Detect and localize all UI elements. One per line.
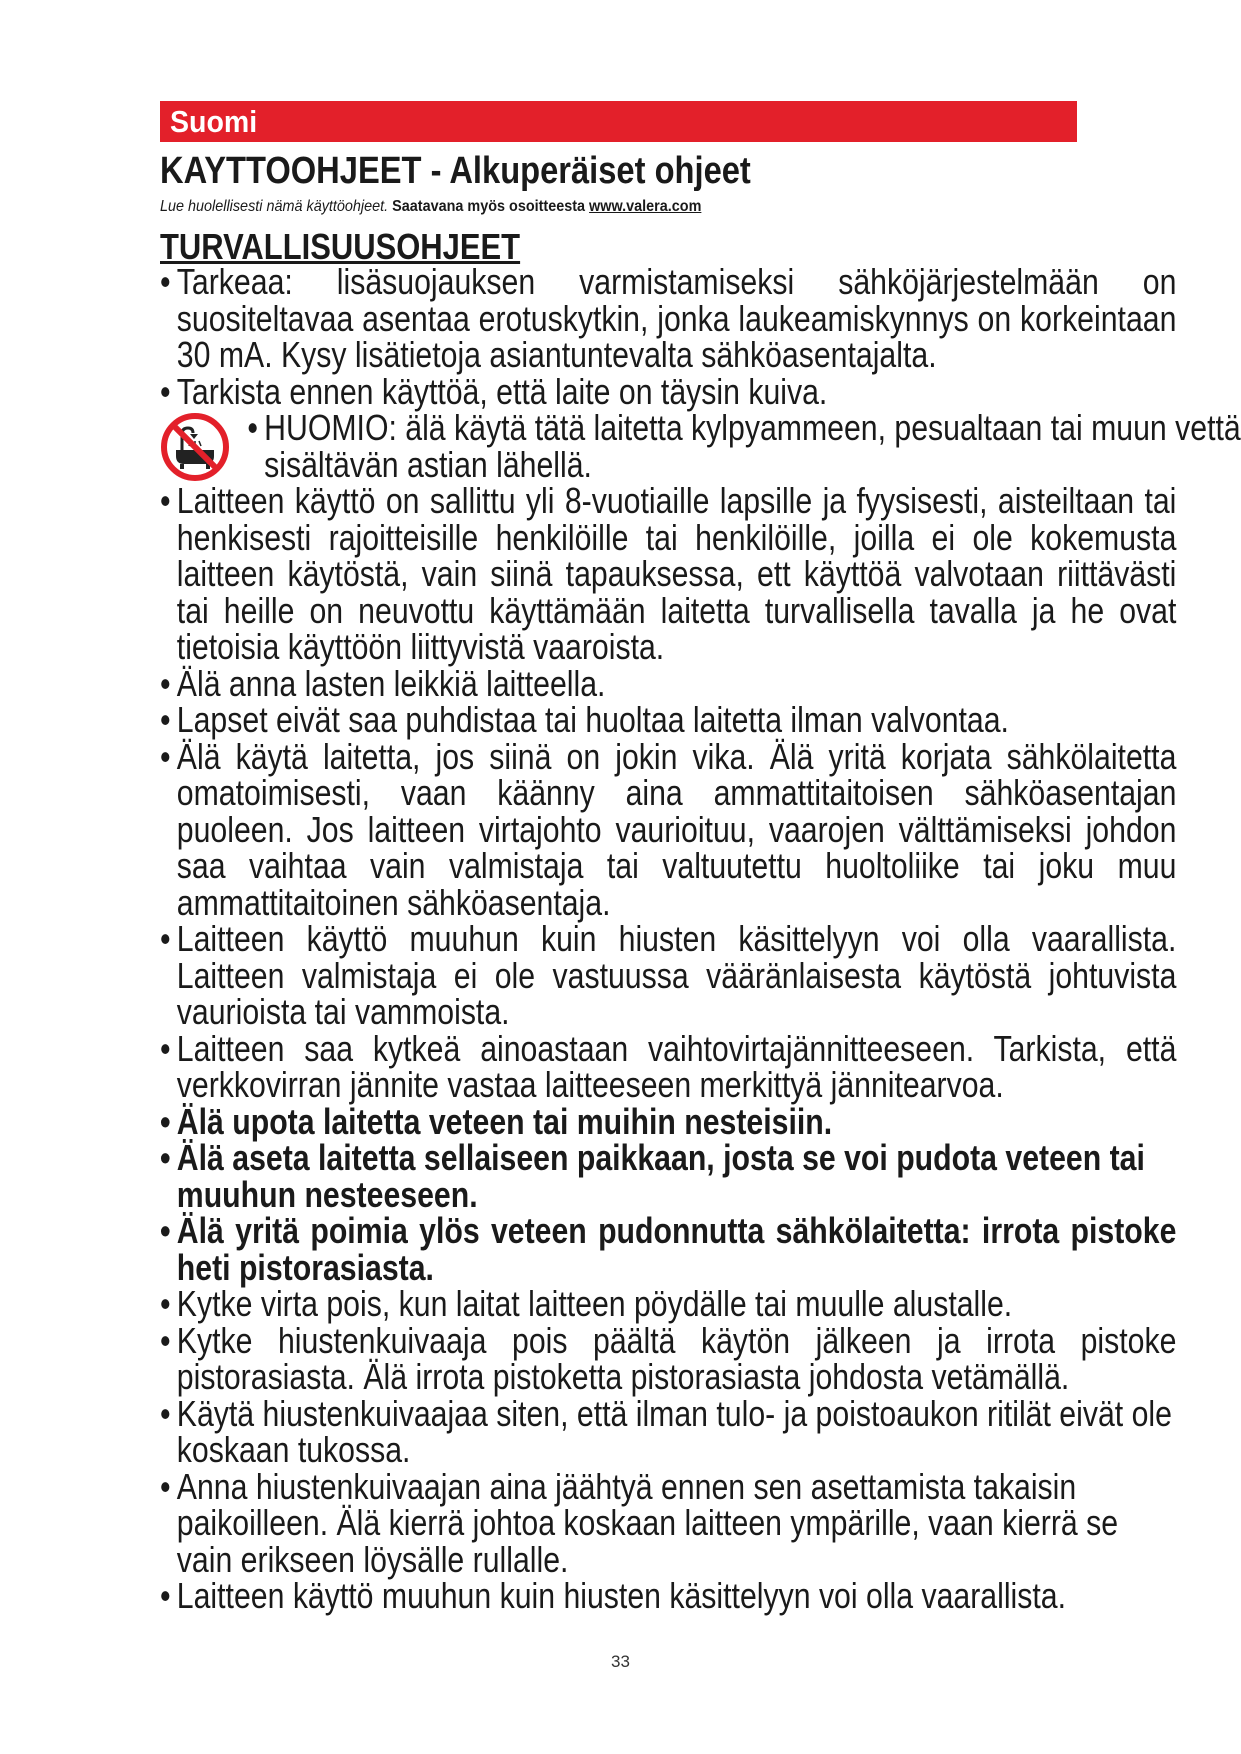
- list-item: • Käytä hiustenkuivaajaa siten, että ilman tulo- ja poistoaukon ritilät eivät ole koskaan tukossa.: [160, 1396, 1176, 1469]
- document-title: KAYTTOOHJEET - Alkuperäiset ohjeet: [160, 150, 751, 192]
- list-item-bold: • Älä upota laitetta veteen tai muihin nesteisiin.: [160, 1104, 1176, 1141]
- subtitle-availability: Saatavana myös osoitteesta: [392, 198, 586, 215]
- website-link[interactable]: www.valera.com: [589, 198, 702, 215]
- list-item-warning: • HUOMIO: älä käytä tätä laitetta kylpyammeen, pesualtaan tai muun vettä sisältävän astian lähellä.: [160, 410, 1241, 483]
- subtitle-line: [160, 198, 701, 216]
- list-item: • Laitteen käyttö muuhun kuin hiusten käsittelyyn voi olla vaarallista. Laitteen valmistaja ei ole vastuussa vääränlaisesta käytöstä johtuvista vaurioista tai vammoista.: [160, 921, 1176, 1031]
- language-label: Suomi: [170, 104, 258, 139]
- list-item: • Anna hiustenkuivaajan aina jäähtyä ennen sen asettamista takaisin paikoilleen. Älä kierrä johtoa koskaan laitteen ympärille, vaan kierrä se vain erikseen löysälle rullalle.: [160, 1469, 1176, 1579]
- subtitle-instruction: Lue huolellisesti nämä käyttöohjeet.: [160, 198, 389, 215]
- list-item: • Laitteen käyttö muuhun kuin hiusten käsittelyyn voi olla vaarallista.: [160, 1578, 1176, 1615]
- list-item-bold: • Älä aseta laitetta sellaiseen paikkaan, josta se voi pudota veteen tai muuhun nesteeseen.: [160, 1140, 1176, 1213]
- list-item: • Kytke hiustenkuivaaja pois päältä käytön jälkeen ja irrota pistoke pistorasiasta. Älä irrota pistoketta pistorasiasta johdosta vetämällä.: [160, 1323, 1176, 1396]
- list-item: • Älä käytä laitetta, jos siinä on jokin vika. Älä yritä korjata sähkölaitetta omatoimisesti, vaan käänny aina ammattitaitoisen sähköasentajan puoleen. Jos laitteen virtajohto vaurioituu, vaarojen välttämiseksi johdon saa vaihtaa vain valmistaja tai valtuutettu huoltoliike tai joku muu ammattitaitoinen sähköasentaja.: [160, 739, 1176, 922]
- list-item: • Älä anna lasten leikkiä laitteella.: [160, 666, 1176, 703]
- language-banner: [160, 101, 1077, 142]
- list-item: • Tarkista ennen käyttöä, että laite on täysin kuiva.: [160, 374, 1176, 411]
- section-title: TURVALLISUUSOHJEET: [160, 226, 521, 267]
- page-number: 33: [611, 1652, 630, 1671]
- list-item: • Laitteen saa kytkeä ainoastaan vaihtovirtajännitteeseen. Tarkista, että verkkovirran jännite vastaa laitteeseen merkittyä jännitearvoa.: [160, 1031, 1176, 1104]
- list-item-bold: • Älä yritä poimia ylös veteen pudonnutta sähkölaitetta: irrota pistoke heti pistorasiasta.: [160, 1213, 1176, 1286]
- list-item: • Kytke virta pois, kun laitat laitteen pöydälle tai muulle alustalle.: [160, 1286, 1176, 1323]
- list-item: • Lapset eivät saa puhdistaa tai huoltaa laitetta ilman valvontaa.: [160, 702, 1176, 739]
- list-item: • Tarkeaa: lisäsuojauksen varmistamiseksi sähköjärjestelmään on suositeltavaa asentaa erotuskytkin, jonka laukeamiskynnys on korkeintaan 30 mA. Kysy lisätietoja asiantuntevalta sähköasentajalta.: [160, 264, 1176, 374]
- safety-instructions-list: [160, 261, 1241, 1616]
- list-item: • Laitteen käyttö on sallittu yli 8-vuotiaille lapsille ja fyysisesti, aisteiltaan tai henkisesti rajoitteisille henkilöille tai henkilöille, joilla ei ole kokemusta laitteen käytöstä, vain siinä tapauksessa, ett käyttöä valvotaan riittävästi tai heille on neuvottu käyttämään laitetta turvallisella tavalla ja he ovat tietoisia käyttöön liittyvistä vaaroista.: [160, 483, 1176, 666]
